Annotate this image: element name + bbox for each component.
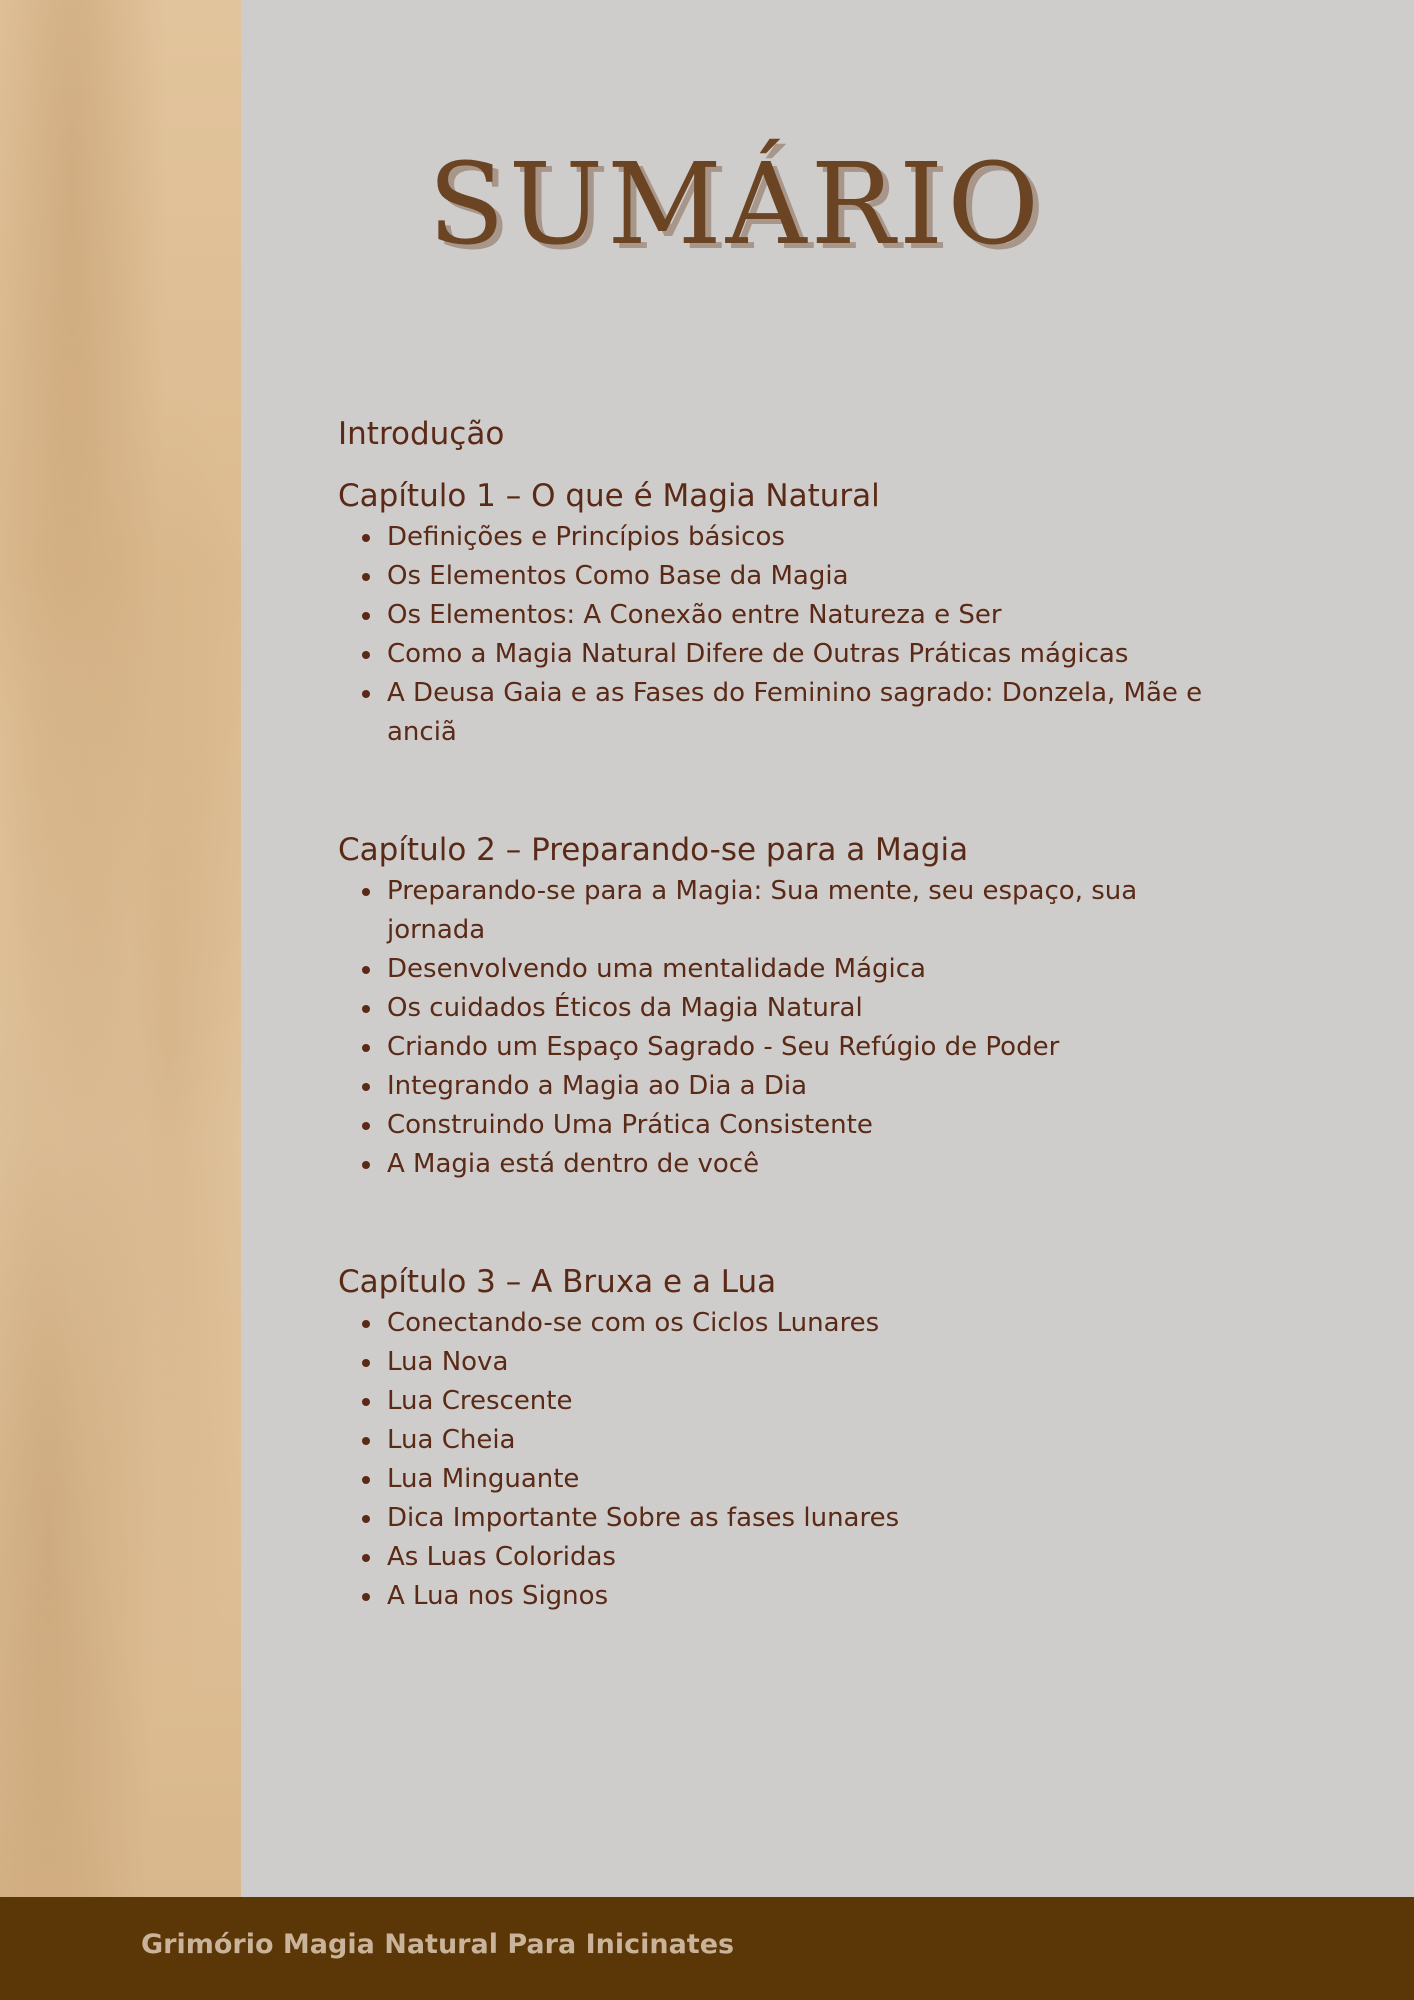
chapter-items bbox=[338, 518, 1218, 752]
chapter-heading: Capítulo 1 – O que é Magia Natural bbox=[338, 478, 880, 514]
chapter-items bbox=[338, 872, 1218, 1184]
toc-item: Lua Crescente bbox=[387, 1382, 1218, 1421]
toc-item: Lua Cheia bbox=[387, 1421, 1218, 1460]
toc-item: Os Elementos: A Conexão entre Natureza e Ser bbox=[387, 596, 1218, 635]
toc-item: Preparando-se para a Magia: Sua mente, seu espaço, sua jornada bbox=[387, 872, 1218, 950]
toc-item: Desenvolvendo uma mentalidade Mágica bbox=[387, 950, 1218, 989]
toc-item: Dica Importante Sobre as fases lunares bbox=[387, 1499, 1218, 1538]
toc-item: Como a Magia Natural Difere de Outras Práticas mágicas bbox=[387, 635, 1218, 674]
toc-item: A Magia está dentro de você bbox=[387, 1145, 1218, 1184]
toc-item: Os cuidados Éticos da Magia Natural bbox=[387, 989, 1218, 1028]
toc-item: Integrando a Magia ao Dia a Dia bbox=[387, 1067, 1218, 1106]
toc-item: A Deusa Gaia e as Fases do Feminino sagrado: Donzela, Mãe e anciã bbox=[387, 674, 1218, 752]
toc-item: Lua Minguante bbox=[387, 1460, 1218, 1499]
toc-item: A Lua nos Signos bbox=[387, 1577, 1218, 1616]
chapter-items bbox=[338, 1304, 1218, 1616]
toc-item: Os Elementos Como Base da Magia bbox=[387, 557, 1218, 596]
footer bbox=[0, 1897, 1414, 2000]
toc-intro: Introdução bbox=[338, 416, 505, 452]
toc-item: Criando um Espaço Sagrado - Seu Refúgio de Poder bbox=[387, 1028, 1218, 1067]
chapter-heading: Capítulo 3 – A Bruxa e a Lua bbox=[338, 1264, 777, 1300]
toc-item: As Luas Coloridas bbox=[387, 1538, 1218, 1577]
table-of-contents bbox=[338, 412, 1218, 1616]
toc-item: Construindo Uma Prática Consistente bbox=[387, 1106, 1218, 1145]
footer-title: Grimório Magia Natural Para Inicinates bbox=[141, 1929, 735, 1960]
toc-item: Lua Nova bbox=[387, 1343, 1218, 1382]
toc-item: Definições e Princípios básicos bbox=[387, 518, 1218, 557]
parchment-sidebar bbox=[0, 0, 241, 1897]
page-title: SUMÁRIO bbox=[428, 140, 1044, 270]
chapter-heading: Capítulo 2 – Preparando-se para a Magia bbox=[338, 832, 969, 868]
toc-item: Conectando-se com os Ciclos Lunares bbox=[387, 1304, 1218, 1343]
